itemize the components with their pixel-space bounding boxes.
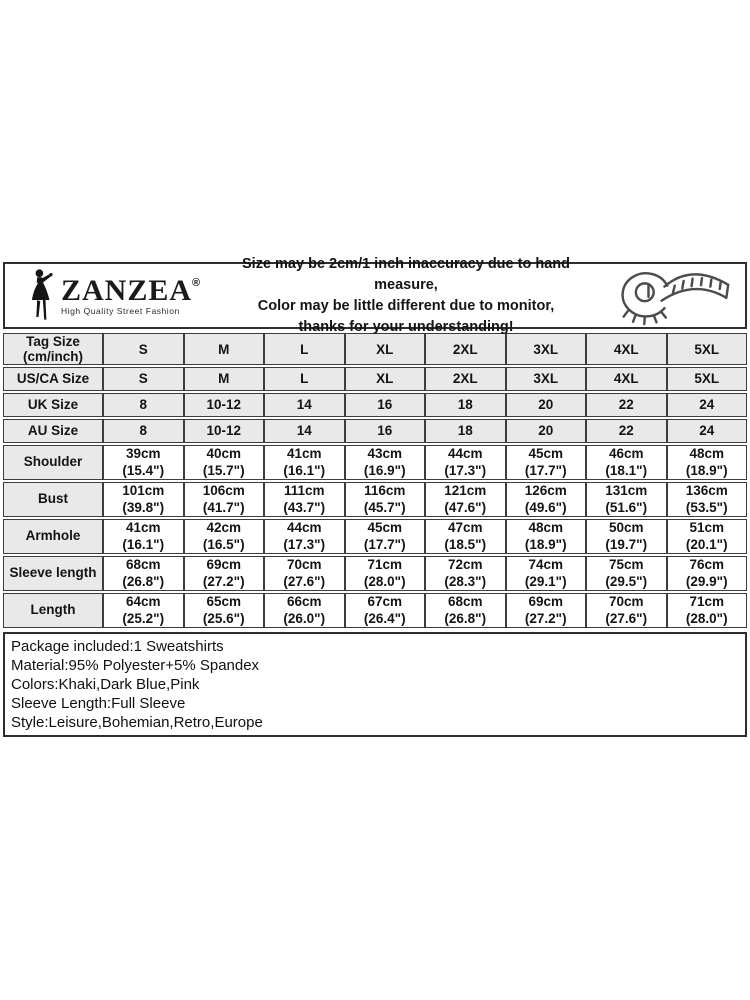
size-value-cell bbox=[506, 419, 587, 443]
size-value-cell bbox=[586, 367, 667, 391]
row-label-cell bbox=[3, 593, 103, 628]
size-value-line: 136cm bbox=[685, 483, 728, 498]
size-value-line: 65cm bbox=[206, 594, 242, 609]
size-value-line: (27.6") bbox=[605, 610, 648, 626]
row-label-line: Sleeve length bbox=[9, 565, 97, 581]
size-value-line: 39cm bbox=[125, 446, 161, 461]
tape-measure-icon bbox=[607, 266, 735, 326]
size-value-cell bbox=[425, 593, 506, 628]
size-value-line: 18 bbox=[457, 423, 473, 438]
size-value-line: 111cm bbox=[283, 483, 325, 498]
size-value-line: M bbox=[218, 371, 230, 386]
size-value-cell bbox=[264, 593, 345, 628]
brand-name: ZANZEA bbox=[61, 273, 193, 307]
product-detail-line: Colors:Khaki,Dark Blue,Pink bbox=[11, 676, 200, 693]
size-value-line: 75cm bbox=[608, 557, 644, 572]
size-value-cell bbox=[506, 367, 587, 391]
size-value-line: (27.6") bbox=[283, 573, 326, 589]
size-value-line: 2XL bbox=[452, 371, 478, 386]
size-value-line: 24 bbox=[699, 423, 715, 438]
size-value-cell bbox=[425, 556, 506, 591]
size-value-line: XL bbox=[376, 371, 394, 386]
size-value-line: (17.3") bbox=[283, 536, 326, 552]
row-label-line: AU Size bbox=[27, 423, 79, 438]
size-value-line: 14 bbox=[296, 397, 312, 412]
row-label-cell bbox=[3, 519, 103, 554]
size-value-line: (27.2") bbox=[524, 610, 567, 626]
row-label-cell bbox=[3, 445, 103, 480]
size-value-line: (43.7") bbox=[283, 499, 326, 515]
size-table-body bbox=[3, 333, 747, 628]
size-value-line: (16.1") bbox=[283, 462, 326, 478]
size-value-line: 74cm bbox=[528, 557, 564, 572]
table-row bbox=[3, 393, 747, 417]
size-value-cell bbox=[345, 556, 426, 591]
size-value-cell bbox=[586, 419, 667, 443]
size-value-line: 8 bbox=[139, 397, 147, 412]
size-value-line: 43cm bbox=[367, 446, 403, 461]
row-label-line: Length bbox=[30, 602, 76, 618]
size-value-cell bbox=[184, 593, 265, 628]
size-value-line: (27.2") bbox=[202, 573, 245, 589]
size-value-cell bbox=[103, 419, 184, 443]
size-value-cell bbox=[586, 482, 667, 517]
size-value-cell bbox=[667, 445, 748, 480]
size-value-line: 45cm bbox=[367, 520, 403, 535]
size-value-line: (45.7") bbox=[363, 499, 406, 515]
row-label-line: US/CA Size bbox=[16, 371, 90, 386]
size-value-cell bbox=[103, 556, 184, 591]
product-detail-line: Package included:1 Sweatshirts bbox=[11, 638, 224, 655]
row-label-line: Shoulder bbox=[23, 454, 83, 470]
size-value-cell bbox=[184, 556, 265, 591]
size-value-line: (17.7") bbox=[363, 536, 406, 552]
size-value-line: (39.8") bbox=[122, 499, 165, 515]
size-value-line: (20.1") bbox=[685, 536, 728, 552]
size-value-line: 101cm bbox=[122, 483, 165, 498]
size-value-line: 41cm bbox=[125, 520, 161, 535]
size-value-cell bbox=[667, 393, 748, 417]
size-value-cell bbox=[264, 482, 345, 517]
size-value-line: 121cm bbox=[444, 483, 487, 498]
size-value-line: 69cm bbox=[528, 594, 564, 609]
size-value-line: 42cm bbox=[206, 520, 242, 535]
product-detail-line: Material:95% Polyester+5% Spandex bbox=[11, 657, 260, 674]
size-value-line: 44cm bbox=[286, 520, 322, 535]
size-value-line: 72cm bbox=[447, 557, 483, 572]
size-value-cell bbox=[506, 593, 587, 628]
size-value-line: S bbox=[138, 341, 148, 357]
size-value-line: (51.6") bbox=[605, 499, 648, 515]
size-value-line: (15.4") bbox=[122, 462, 165, 478]
header bbox=[3, 255, 747, 335]
size-value-line: 47cm bbox=[447, 520, 483, 535]
row-label-line: UK Size bbox=[27, 397, 79, 412]
size-value-line: 116cm bbox=[364, 483, 406, 498]
size-value-line: 16 bbox=[377, 423, 393, 438]
size-value-line: M bbox=[218, 341, 230, 357]
size-value-line: 64cm bbox=[125, 594, 161, 609]
size-chart-sheet bbox=[3, 255, 747, 737]
size-value-cell bbox=[103, 333, 184, 365]
size-value-cell bbox=[506, 445, 587, 480]
product-detail-line: Style:Leisure,Bohemian,Retro,Europe bbox=[11, 714, 263, 731]
size-value-line: (25.2") bbox=[122, 610, 165, 626]
size-value-line: 18 bbox=[457, 397, 473, 412]
size-value-line: 16 bbox=[377, 397, 393, 412]
size-value-cell bbox=[184, 419, 265, 443]
size-value-line: 69cm bbox=[206, 557, 242, 572]
size-value-cell bbox=[103, 367, 184, 391]
brand-tagline: High Quality Street Fashion bbox=[61, 305, 180, 316]
row-label-cell bbox=[3, 367, 103, 391]
table-row bbox=[3, 519, 747, 554]
size-value-line: 41cm bbox=[286, 446, 322, 461]
size-value-cell bbox=[264, 556, 345, 591]
size-value-cell bbox=[103, 593, 184, 628]
size-value-cell bbox=[184, 519, 265, 554]
size-value-line: (53.5") bbox=[685, 499, 728, 515]
size-value-line: 76cm bbox=[689, 557, 725, 572]
size-value-cell bbox=[506, 393, 587, 417]
disclaimer-line: thanks for your understanding! bbox=[298, 318, 514, 335]
size-value-line: (41.7") bbox=[202, 499, 245, 515]
size-value-cell bbox=[586, 393, 667, 417]
size-value-cell bbox=[345, 445, 426, 480]
size-value-cell bbox=[184, 367, 265, 391]
size-value-line: 126cm bbox=[524, 483, 567, 498]
size-disclaimer bbox=[205, 254, 607, 338]
size-value-cell bbox=[667, 419, 748, 443]
size-value-cell bbox=[345, 367, 426, 391]
size-value-cell bbox=[345, 419, 426, 443]
row-label-line: Bust bbox=[38, 491, 68, 507]
size-value-line: 67cm bbox=[367, 594, 403, 609]
size-value-line: 24 bbox=[699, 397, 715, 412]
size-value-cell bbox=[345, 393, 426, 417]
size-value-line: 2XL bbox=[452, 341, 478, 357]
size-value-line: (47.6") bbox=[444, 499, 487, 515]
product-detail-line: Sleeve Length:Full Sleeve bbox=[11, 695, 186, 712]
size-value-line: (18.1") bbox=[605, 462, 648, 478]
size-value-cell bbox=[103, 519, 184, 554]
size-value-line: (18.5") bbox=[444, 536, 487, 552]
size-value-line: (25.6") bbox=[202, 610, 245, 626]
size-value-line: 71cm bbox=[367, 557, 403, 572]
size-value-line: (26.8") bbox=[444, 610, 487, 626]
size-value-cell bbox=[184, 482, 265, 517]
size-value-line: 51cm bbox=[689, 520, 725, 535]
size-value-line: 14 bbox=[296, 423, 312, 438]
size-value-cell bbox=[506, 519, 587, 554]
size-value-line: 68cm bbox=[125, 557, 161, 572]
size-value-line: (16.9") bbox=[363, 462, 406, 478]
row-label-cell bbox=[3, 333, 103, 365]
size-value-line: 3XL bbox=[533, 341, 559, 357]
size-value-cell bbox=[586, 556, 667, 591]
disclaimer-line: Color may be little different due to monitor, bbox=[257, 297, 555, 314]
table-row bbox=[3, 367, 747, 391]
size-value-line: (26.4") bbox=[363, 610, 406, 626]
size-value-line: (17.3") bbox=[444, 462, 487, 478]
size-value-line: 4XL bbox=[613, 371, 639, 386]
size-value-cell bbox=[264, 419, 345, 443]
size-value-cell bbox=[264, 519, 345, 554]
size-value-cell bbox=[345, 593, 426, 628]
table-row bbox=[3, 482, 747, 517]
row-label-cell bbox=[3, 419, 103, 443]
table-row bbox=[3, 333, 747, 365]
registered-trademark: ® bbox=[192, 276, 201, 289]
size-value-line: (18.9") bbox=[524, 536, 567, 552]
row-label-line: (cm/inch) bbox=[22, 349, 83, 364]
product-details bbox=[3, 632, 747, 737]
size-value-line: (29.9") bbox=[685, 573, 728, 589]
table-row bbox=[3, 556, 747, 591]
row-label-cell bbox=[3, 393, 103, 417]
size-value-line: (49.6") bbox=[524, 499, 567, 515]
size-value-line: 45cm bbox=[528, 446, 564, 461]
table-row bbox=[3, 445, 747, 480]
size-value-line: 20 bbox=[538, 397, 554, 412]
size-value-cell bbox=[345, 482, 426, 517]
size-value-cell bbox=[264, 445, 345, 480]
size-value-line: 50cm bbox=[608, 520, 644, 535]
size-value-cell bbox=[506, 482, 587, 517]
size-value-line: 4XL bbox=[613, 341, 639, 357]
size-value-line: 10-12 bbox=[206, 397, 242, 412]
size-value-cell bbox=[667, 333, 748, 365]
disclaimer-line: Size may be 2cm/1 inch inaccuracy due to hand measure, bbox=[242, 255, 570, 293]
size-value-cell bbox=[345, 333, 426, 365]
size-value-line: 48cm bbox=[689, 446, 725, 461]
size-value-line: 40cm bbox=[206, 446, 242, 461]
size-value-line: 131cm bbox=[605, 483, 648, 498]
size-value-cell bbox=[264, 333, 345, 365]
size-value-cell bbox=[586, 445, 667, 480]
row-label-cell bbox=[3, 556, 103, 591]
size-value-cell bbox=[103, 445, 184, 480]
size-value-line: (19.7") bbox=[605, 536, 648, 552]
size-value-line: 70cm bbox=[608, 594, 644, 609]
size-value-line: 106cm bbox=[202, 483, 245, 498]
woman-figure-icon bbox=[25, 268, 59, 324]
size-value-line: 5XL bbox=[694, 341, 720, 357]
size-value-line: (26.0") bbox=[283, 610, 326, 626]
size-value-line: (17.7") bbox=[524, 462, 567, 478]
size-value-line: 48cm bbox=[528, 520, 564, 535]
brand-logo bbox=[5, 268, 205, 324]
size-value-cell bbox=[506, 333, 587, 365]
size-value-cell bbox=[103, 393, 184, 417]
size-value-cell bbox=[425, 445, 506, 480]
table-row bbox=[3, 593, 747, 628]
size-value-cell bbox=[667, 367, 748, 391]
size-value-cell bbox=[586, 593, 667, 628]
size-value-line: 22 bbox=[618, 397, 634, 412]
size-value-line: (26.8") bbox=[122, 573, 165, 589]
size-value-line: (29.1") bbox=[524, 573, 567, 589]
size-value-line: L bbox=[300, 341, 309, 357]
size-value-line: 46cm bbox=[608, 446, 644, 461]
size-value-line: XL bbox=[376, 341, 394, 357]
size-value-cell bbox=[425, 482, 506, 517]
size-value-line: 71cm bbox=[689, 594, 725, 609]
size-value-cell bbox=[184, 445, 265, 480]
table-row bbox=[3, 419, 747, 443]
size-value-line: (16.1") bbox=[122, 536, 165, 552]
size-value-line: 22 bbox=[618, 423, 634, 438]
size-value-cell bbox=[264, 367, 345, 391]
size-value-line: 70cm bbox=[286, 557, 322, 572]
size-value-cell bbox=[425, 393, 506, 417]
size-value-cell bbox=[184, 333, 265, 365]
size-value-line: 44cm bbox=[447, 446, 483, 461]
size-value-line: 3XL bbox=[533, 371, 559, 386]
row-label-line: Armhole bbox=[25, 528, 81, 544]
size-value-cell bbox=[264, 393, 345, 417]
size-value-line: (15.7") bbox=[202, 462, 245, 478]
size-table bbox=[3, 331, 747, 630]
size-value-line: 8 bbox=[139, 423, 147, 438]
size-value-line: 20 bbox=[538, 423, 554, 438]
size-value-cell bbox=[345, 519, 426, 554]
size-value-line: 5XL bbox=[694, 371, 720, 386]
size-value-line: 66cm bbox=[286, 594, 322, 609]
size-value-cell bbox=[103, 482, 184, 517]
row-label-cell bbox=[3, 482, 103, 517]
size-value-line: L bbox=[300, 371, 309, 386]
size-value-line: 10-12 bbox=[206, 423, 242, 438]
size-value-line: S bbox=[138, 371, 148, 386]
size-value-cell bbox=[586, 519, 667, 554]
size-value-cell bbox=[425, 333, 506, 365]
size-value-cell bbox=[184, 393, 265, 417]
size-value-line: (28.0") bbox=[685, 610, 728, 626]
size-value-cell bbox=[425, 367, 506, 391]
size-value-line: (18.9") bbox=[685, 462, 728, 478]
size-value-cell bbox=[667, 519, 748, 554]
size-value-cell bbox=[586, 333, 667, 365]
size-value-cell bbox=[667, 482, 748, 517]
size-value-line: (28.3") bbox=[444, 573, 487, 589]
size-value-line: (29.5") bbox=[605, 573, 648, 589]
size-value-cell bbox=[506, 556, 587, 591]
size-value-line: 68cm bbox=[447, 594, 483, 609]
size-value-line: (16.5") bbox=[202, 536, 245, 552]
row-label-line: Tag Size bbox=[26, 334, 80, 349]
size-value-cell bbox=[667, 556, 748, 591]
size-value-cell bbox=[425, 419, 506, 443]
size-value-line: (28.0") bbox=[363, 573, 406, 589]
size-value-cell bbox=[425, 519, 506, 554]
brand-wordmark bbox=[61, 273, 201, 316]
size-value-cell bbox=[667, 593, 748, 628]
